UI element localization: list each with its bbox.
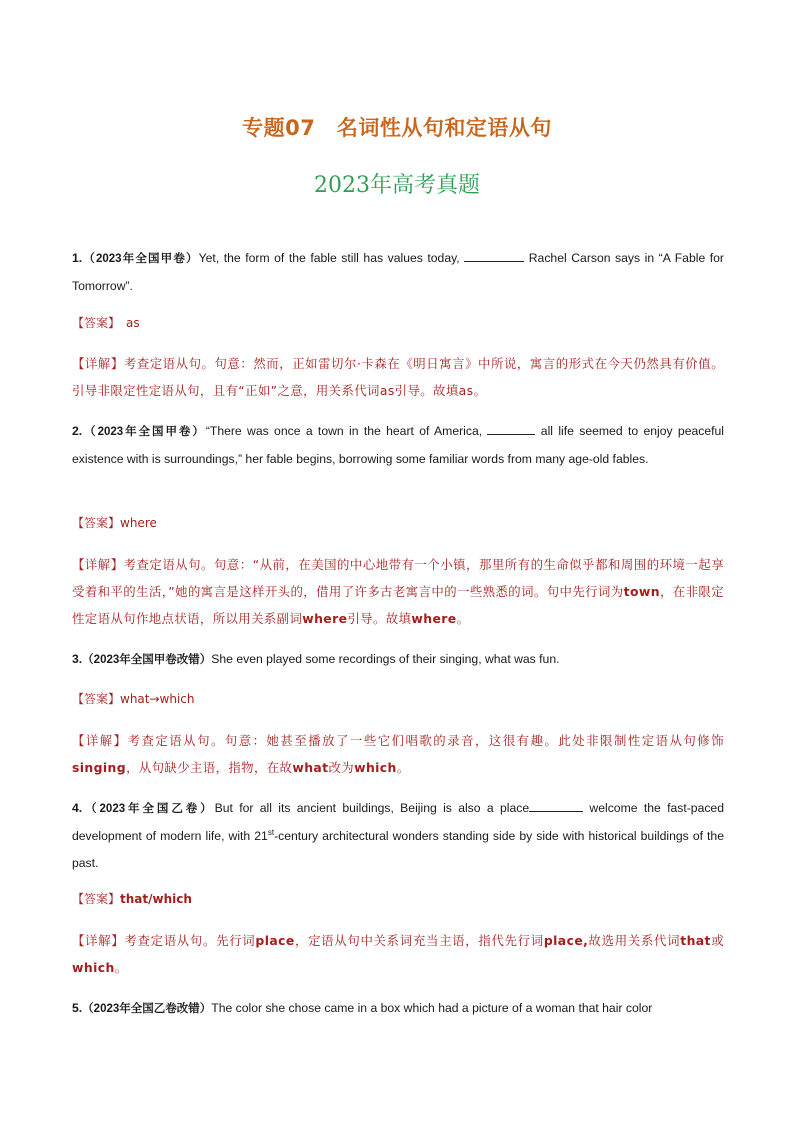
answer-3 [72,686,724,713]
detail-keyword: place, [543,933,589,948]
detail-text: 。 [396,760,410,775]
question-number: 2. [72,424,83,438]
question-number: 4. [72,801,83,815]
detail-keyword: which [72,960,115,975]
question-text: The color she chose came in a box which had a picture of a woman that hair color [211,1001,653,1015]
question-text: Yet, the form of the fable still has values today, [198,251,465,265]
detail-text: 引导。故填 [347,611,412,626]
superscript: st [267,827,275,837]
detail-keyword: where [302,611,348,626]
detail-4 [72,927,724,981]
detail-text: 或 [710,933,724,948]
answer-value: as [126,316,140,330]
answer-4 [72,886,724,913]
question-text: all life seemed to enjoy peaceful existence with is surroundings,” her fable begins, borrowing some familiar words from many age-old fables. [72,424,724,466]
question-text: But for all its ancient buildings, Beijing is also a place [214,801,530,815]
detail-keyword: where [411,611,457,626]
detail-text: 故选用关系代词 [588,933,681,948]
detail-keyword: town [623,584,660,599]
answer-blank [529,800,583,812]
detail-keyword: which [354,760,397,775]
answer-blank [464,250,524,262]
detail-label: 【详解】 [72,733,128,748]
answer-blank [487,423,535,435]
answer-2 [72,510,724,537]
answer-label: 【答案】 [72,692,121,706]
question-text: “There was once a town in the heart of America, [205,424,488,438]
detail-text: 。 [114,960,128,975]
answer-value: where [120,516,157,530]
question-number: 3. [72,652,83,666]
page-title: 专题07 名词性从句和定语从句 [242,116,552,140]
detail-label: 【详解】 [72,557,124,572]
answer-value: what→which [120,692,195,706]
detail-text: ，在非限定性定语从句作地点状语，所以用关系副词 [72,584,725,626]
detail-text: 改为 [328,760,355,775]
detail-keyword: that [680,933,711,948]
detail-keyword: place [255,933,295,948]
question-source: （2023年全国乙卷） [82,803,215,815]
answer-label: 【答案】 [72,316,121,330]
page-subtitle: 2023年高考真题 [314,173,480,198]
detail-label: 【详解】 [72,933,125,948]
answer-value: that/which [120,892,192,906]
detail-keyword: singing [72,760,127,775]
detail-text: 考查定语从句。句意：她甚至播放了一些它们唱歌的录音，这很有趣。此处非限制性定语从句修饰 [127,733,724,748]
detail-keyword: what [292,760,329,775]
question-source: （2023年全国甲卷） [82,253,199,265]
detail-2 [72,551,724,632]
detail-text: 考查定语从句。先行词 [124,933,256,948]
answer-label: 【答案】 [72,892,121,906]
detail-text: 考查定语从句。句意：“从前，在美国的中心地带有一个小镇，那里所有的生命似乎都和周围的环境一起享受着和平的生活，”她的寓言是这样开头的，借用了许多古老寓言中的一些熟悉的词。句中先行词为 [72,557,725,599]
question-5 [72,995,724,1023]
answer-label: 【答案】 [72,516,121,530]
question-4 [72,795,724,877]
detail-1 [72,350,724,404]
detail-text: 。 [456,611,470,626]
question-text: -century architectural wonders standing side by side with historical buildings of the past. [72,829,724,870]
question-1 [72,245,724,300]
question-text: welcome the fast-paced development of modern life, with 21 [72,801,724,843]
question-number: 1. [72,251,83,265]
question-3 [72,646,724,674]
detail-text: ，定语从句中关系词充当主语，指代先行词 [294,933,544,948]
detail-text: 考查定语从句。句意：然而，正如雷切尔·卡森在《明日寓言》中所说，寓言的形式在今天仍然具有价值。引导非限定性定语从句，且有“正如”之意，用关系代词as引导。故填as。 [72,356,724,398]
question-source: （2023年全国甲卷） [82,426,206,438]
answer-1 [72,310,724,337]
question-2 [72,418,724,473]
detail-text: ，从句缺少主语，指物，在故 [126,760,293,775]
question-source: （2023年全国乙卷改错） [82,1003,212,1015]
question-text: Rachel Carson says in “A Fable for Tomorrow”. [72,251,724,293]
detail-label: 【详解】 [72,356,124,371]
detail-3 [72,727,724,781]
question-source: （2023年全国甲卷改错） [82,654,212,666]
question-text: She even played some recordings of their singing, what was fun. [211,652,560,666]
question-number: 5. [72,1001,83,1015]
